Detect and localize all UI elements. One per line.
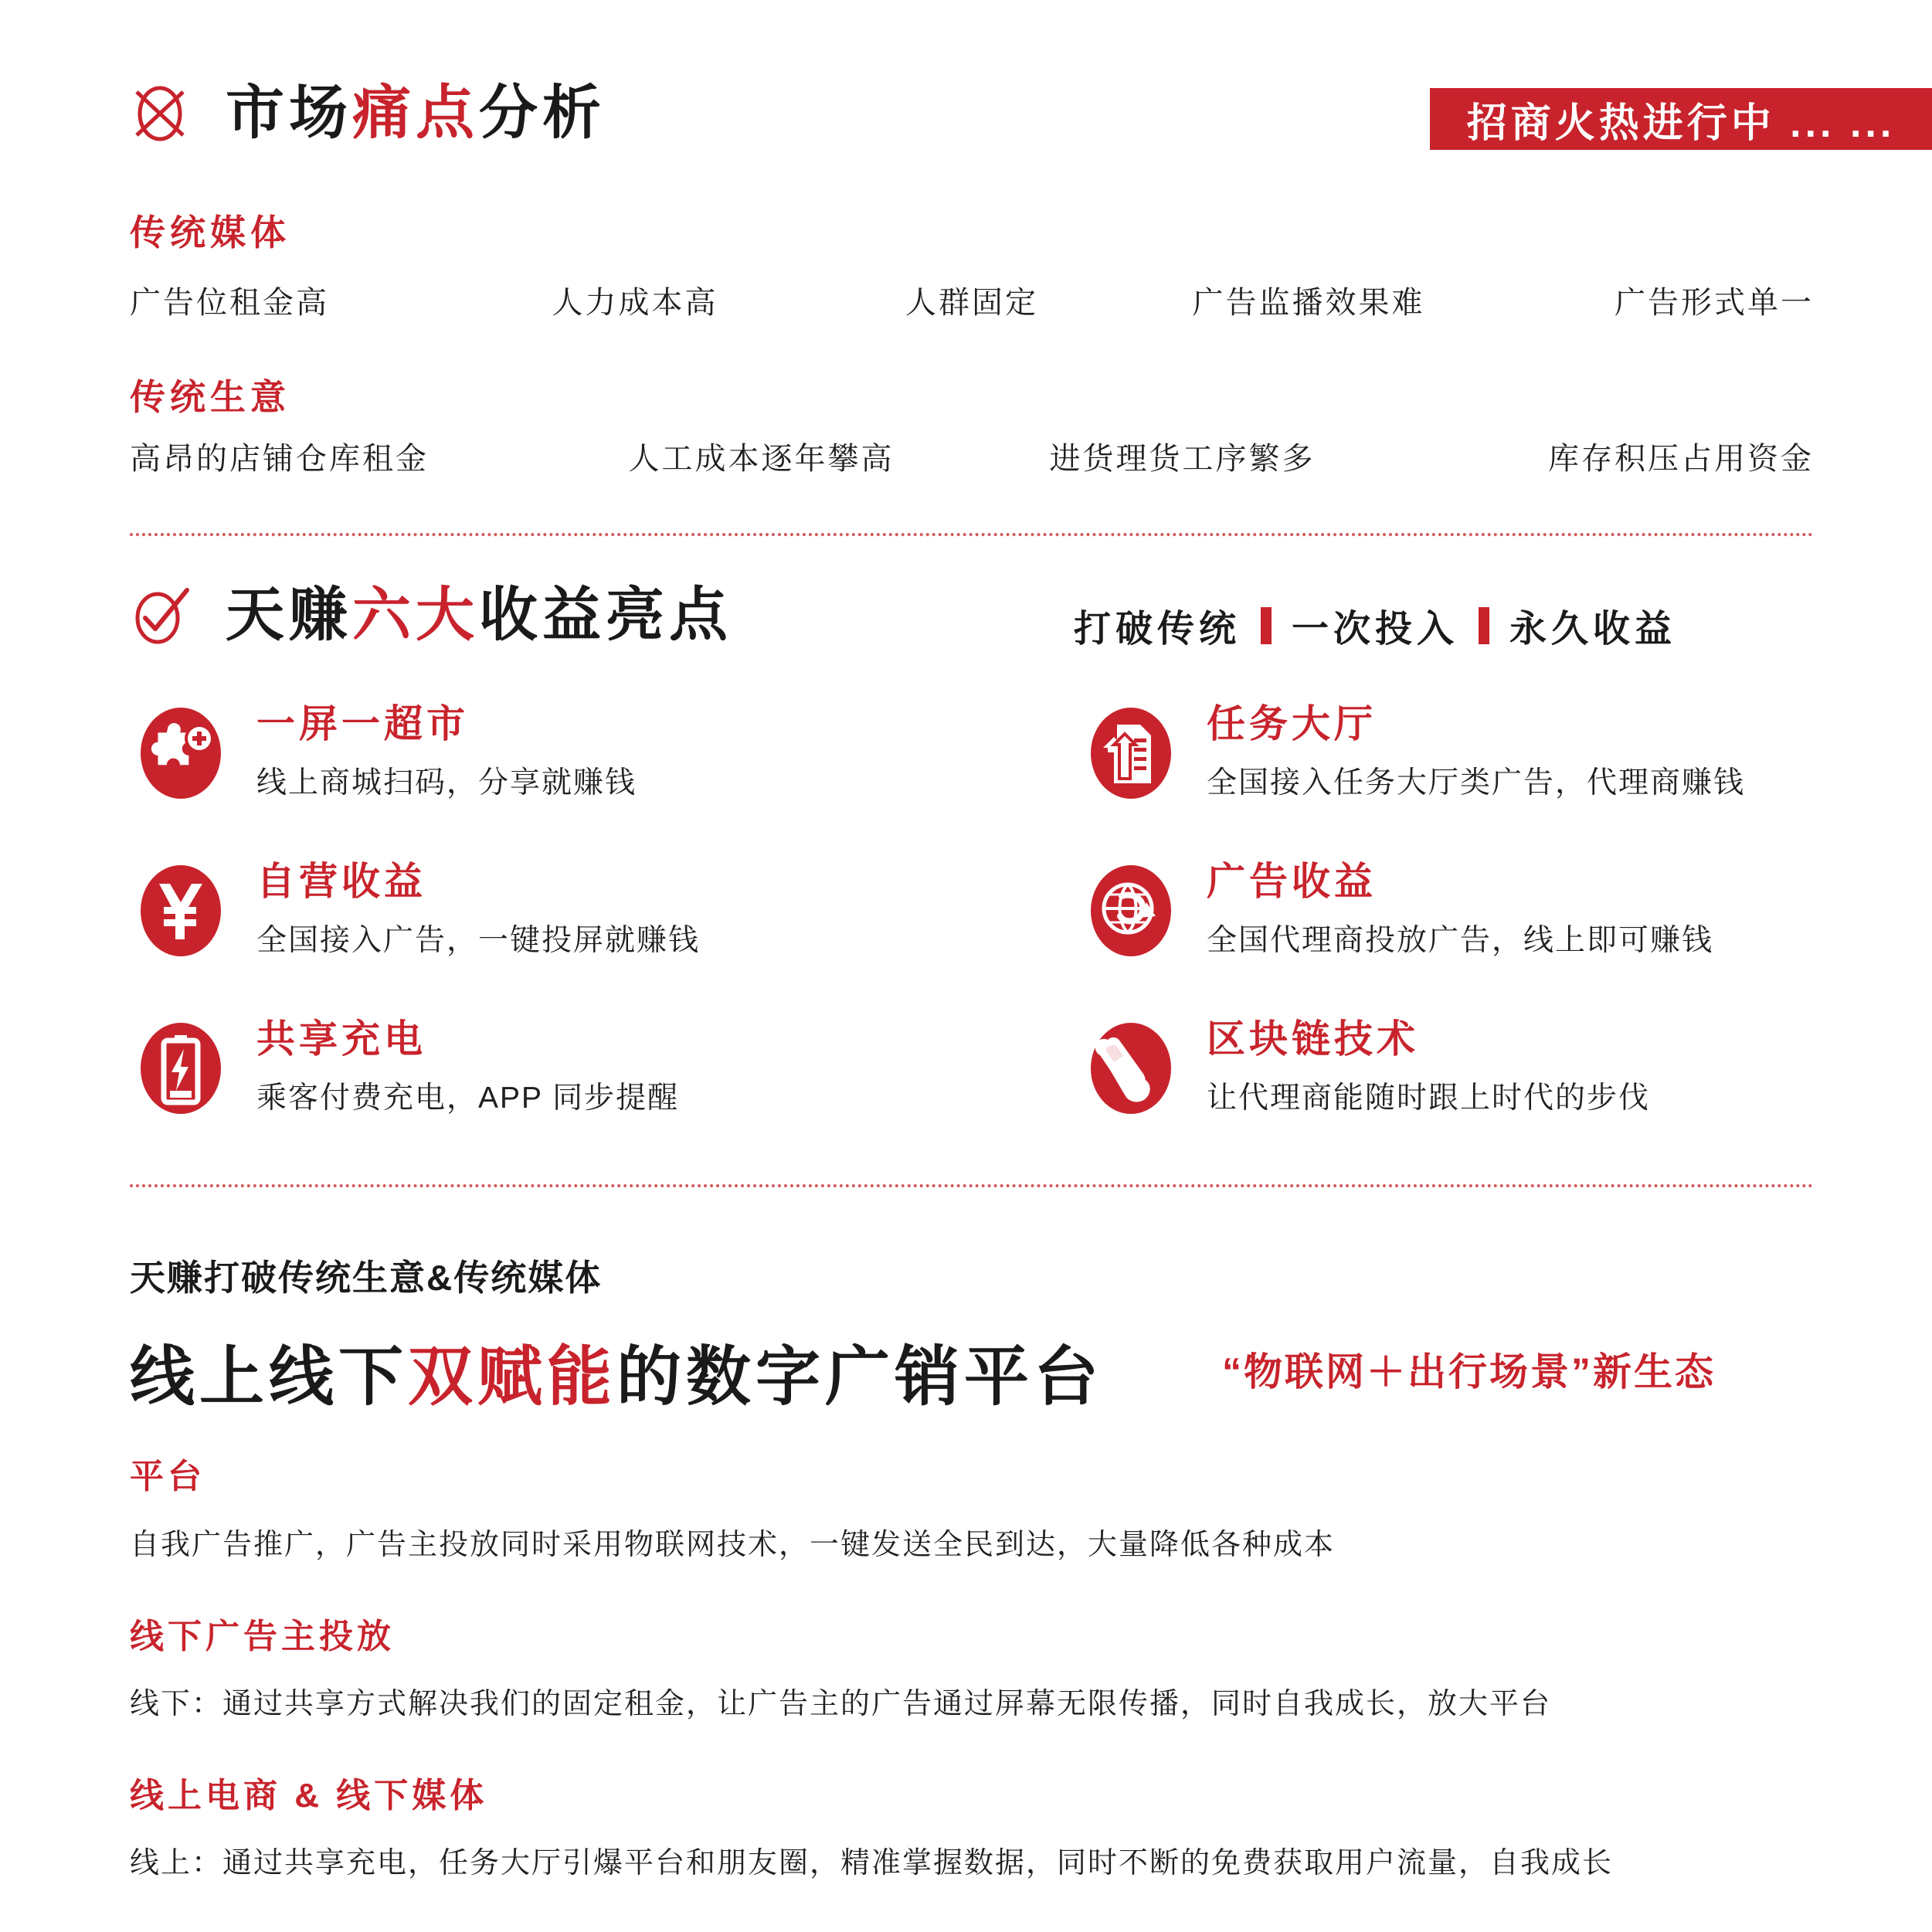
benefit-item[interactable] — [138, 701, 972, 802]
circle-check-icon — [130, 586, 190, 646]
benefits-title-part1: 天赚 — [226, 582, 352, 648]
benefit-title: 一屏一超市 — [256, 702, 469, 745]
benefit-title: 任务大厅 — [1207, 702, 1377, 745]
benefit-text — [256, 1017, 679, 1117]
benefits-section-title — [226, 582, 732, 648]
pain-title-part2: 分析 — [479, 80, 606, 146]
pain-section-header — [130, 80, 606, 146]
pain-row-traditional-media — [130, 278, 1814, 322]
pain-row-traditional-business — [130, 434, 1814, 478]
platform-headline-part2: 的数字广销平台 — [616, 1340, 1104, 1413]
benefit-text — [1207, 1017, 1650, 1117]
benefit-desc: 线上商城扫码，分享就赚钱 — [256, 766, 637, 800]
pain-item: 人力成本高 — [552, 286, 718, 320]
pain-item: 人群固定 — [905, 286, 1038, 320]
benefit-desc: 全国接入广告，一键投屏就赚钱 — [256, 924, 701, 957]
pain-title-part1: 市场 — [226, 80, 352, 146]
benefit-desc: 乘客付费充电，APP 同步提醒 — [256, 1081, 680, 1115]
platform-headline-highlight: 双赋能 — [408, 1340, 617, 1413]
tagline-part1: 打破传统 — [1074, 609, 1241, 650]
platform-headline-part1: 线上线下 — [130, 1340, 409, 1413]
divider-top — [130, 533, 1814, 536]
benefit-desc: 全国接入任务大厅类广告，代理商赚钱 — [1207, 766, 1746, 800]
pain-item: 进货理货工序繁多 — [1049, 442, 1316, 476]
hand-pointer-icon — [1088, 1020, 1174, 1117]
benefit-item[interactable] — [1088, 701, 1922, 802]
benefit-text — [256, 701, 637, 802]
platform-block-label: 线上电商 & 线下媒体 — [130, 1777, 488, 1815]
platform-block-body: 自我广告推广，广告主投放同时采用物联网技术，一键发送全民到达，大量降低各种成本 — [130, 1529, 1336, 1561]
pain-item: 人工成本逐年攀高 — [628, 442, 895, 476]
benefit-desc: 全国代理商投放广告，线上即可赚钱 — [1207, 924, 1714, 957]
pain-item: 广告形式单一 — [1615, 286, 1814, 320]
benefits-title-part2: 收益亮点 — [479, 582, 732, 648]
platform-headline — [130, 1325, 1103, 1418]
benefit-text — [1207, 859, 1713, 959]
pain-title-highlight: 痛点 — [352, 80, 479, 146]
benefit-item[interactable] — [1088, 1017, 1922, 1117]
group-label-traditional-business: 传统生意 — [130, 377, 290, 417]
benefit-text — [256, 859, 700, 959]
benefits-section-header — [130, 582, 732, 648]
promo-banner: 招商火热进行中 ... ... — [1430, 88, 1932, 150]
task-hall-document-icon — [1088, 705, 1174, 802]
benefits-title-highlight: 六大 — [352, 582, 479, 648]
battery-charging-icon — [138, 1020, 224, 1117]
platform-block-label: 线下广告主投放 — [130, 1618, 395, 1655]
platform-headline-sub: “物联网＋出行场景”新生态 — [1222, 1350, 1716, 1394]
benefit-desc: 让代理商能随时跟上时代的步伐 — [1207, 1081, 1651, 1115]
benefits-tagline — [1074, 599, 1676, 652]
benefit-text — [1207, 701, 1745, 802]
tagline-separator-icon — [1479, 607, 1489, 644]
benefit-title: 广告收益 — [1207, 860, 1377, 903]
pain-section-title — [226, 80, 606, 146]
benefit-item[interactable] — [1088, 859, 1922, 959]
group-label-traditional-media: 传统媒体 — [130, 212, 290, 253]
tagline-part2: 一次投入 — [1292, 609, 1459, 650]
benefit-item[interactable] — [138, 1017, 972, 1117]
tagline-separator-icon — [1261, 607, 1272, 644]
platform-block-label: 平台 — [130, 1458, 205, 1496]
pain-item: 广告位租金高 — [130, 286, 329, 320]
puzzle-plus-icon — [138, 705, 224, 802]
benefit-title: 共享充电 — [256, 1017, 426, 1061]
circle-x-icon — [130, 83, 190, 144]
tagline-part3: 永久收益 — [1509, 609, 1677, 650]
pain-item: 库存积压占用资金 — [1548, 442, 1814, 476]
benefit-title: 区块链技术 — [1207, 1017, 1419, 1061]
platform-block-body: 线上：通过共享充电，任务大厅引爆平台和朋友圈，精准掌握数据，同时不断的免费获取用户流量，自我成长 — [130, 1847, 1614, 1879]
pain-item: 广告监播效果难 — [1192, 286, 1425, 320]
globe-arrow-icon — [1088, 862, 1174, 959]
yuan-currency-icon — [138, 862, 224, 959]
benefit-title: 自营收益 — [256, 860, 426, 903]
divider-bottom — [130, 1184, 1814, 1187]
platform-block-body: 线下：通过共享方式解决我们的固定租金，让广告主的广告通过屏幕无限传播，同时自我成长，放大平台 — [130, 1688, 1552, 1720]
pain-item: 高昂的店铺仓库租金 — [130, 442, 429, 476]
benefit-item[interactable] — [138, 859, 972, 959]
platform-eyebrow: 天赚打破传统生意&传统媒体 — [130, 1258, 603, 1298]
